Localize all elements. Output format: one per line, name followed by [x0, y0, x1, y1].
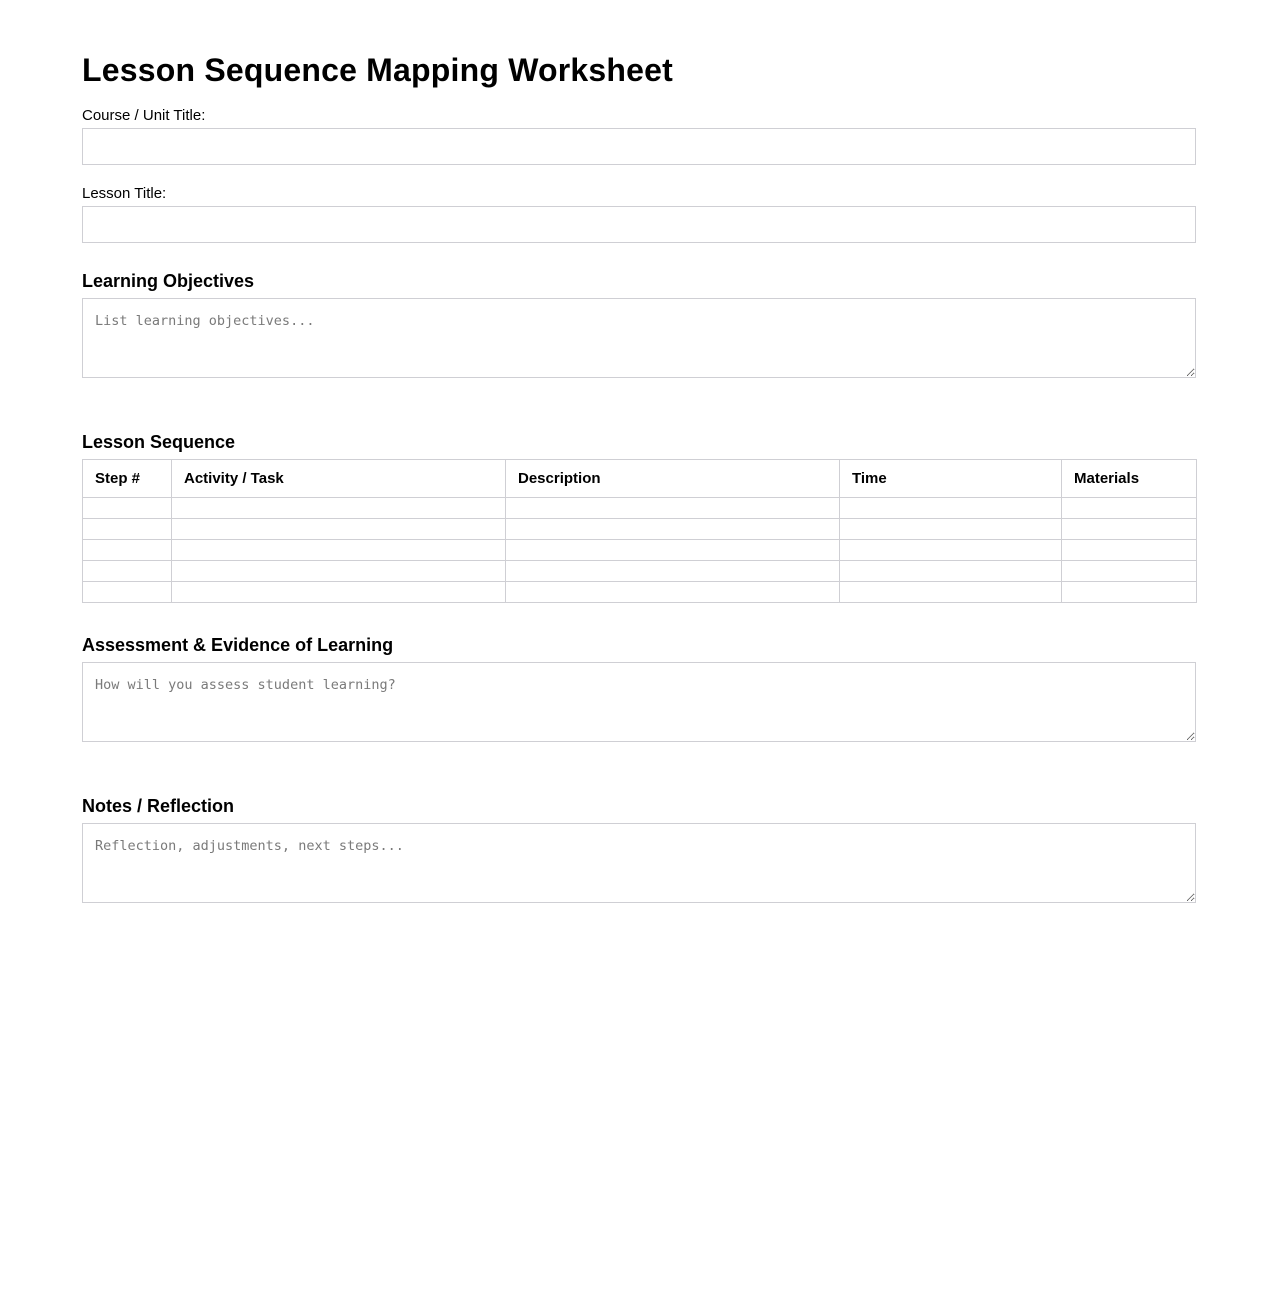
cell-input[interactable] — [852, 541, 1049, 560]
learning-objectives-heading: Learning Objectives — [82, 271, 255, 291]
cell-materials[interactable] — [1062, 540, 1197, 561]
cell-time[interactable] — [840, 582, 1062, 603]
table-row — [83, 561, 1197, 582]
column-header-time: Time — [840, 460, 1062, 498]
learning-objectives-textarea[interactable] — [82, 298, 1196, 378]
cell-input[interactable] — [95, 499, 159, 518]
cell-time[interactable] — [840, 519, 1062, 540]
table-row — [83, 519, 1197, 540]
cell-description[interactable] — [506, 519, 840, 540]
cell-input[interactable] — [95, 562, 159, 581]
cell-input[interactable] — [1074, 541, 1184, 560]
cell-step[interactable] — [83, 561, 172, 582]
lesson-title-label: Lesson Title: — [82, 185, 167, 202]
cell-description[interactable] — [506, 498, 840, 519]
table-row — [83, 498, 1197, 519]
cell-input[interactable] — [518, 520, 827, 539]
cell-activity[interactable] — [172, 582, 506, 603]
lesson-sequence-heading: Lesson Sequence — [82, 432, 236, 452]
cell-input[interactable] — [184, 562, 493, 581]
cell-input[interactable] — [1074, 562, 1184, 581]
cell-input[interactable] — [518, 562, 827, 581]
cell-input[interactable] — [852, 583, 1049, 602]
cell-input[interactable] — [184, 541, 493, 560]
page-title: Lesson Sequence Mapping Worksheet — [82, 52, 674, 88]
table-row — [83, 582, 1197, 603]
cell-description[interactable] — [506, 540, 840, 561]
cell-input[interactable] — [518, 541, 827, 560]
cell-input[interactable] — [184, 499, 493, 518]
notes-reflection-textarea[interactable] — [82, 823, 1196, 903]
cell-input[interactable] — [852, 520, 1049, 539]
cell-step[interactable] — [83, 519, 172, 540]
cell-input[interactable] — [95, 520, 159, 539]
cell-time[interactable] — [840, 498, 1062, 519]
cell-time[interactable] — [840, 561, 1062, 582]
cell-step[interactable] — [83, 582, 172, 603]
course-unit-title-label: Course / Unit Title: — [82, 107, 206, 124]
cell-input[interactable] — [518, 583, 827, 602]
cell-description[interactable] — [506, 582, 840, 603]
cell-activity[interactable] — [172, 540, 506, 561]
cell-input[interactable] — [518, 499, 827, 518]
course-unit-title-input[interactable] — [82, 128, 1196, 165]
cell-materials[interactable] — [1062, 519, 1197, 540]
assessment-textarea[interactable] — [82, 662, 1196, 742]
lesson-title-input[interactable] — [82, 206, 1196, 243]
column-header-materials: Materials — [1062, 460, 1197, 498]
cell-materials[interactable] — [1062, 582, 1197, 603]
cell-input[interactable] — [184, 520, 493, 539]
column-header-description: Description — [506, 460, 840, 498]
assessment-heading: Assessment & Evidence of Learning — [82, 635, 394, 655]
cell-time[interactable] — [840, 540, 1062, 561]
cell-activity[interactable] — [172, 561, 506, 582]
cell-description[interactable] — [506, 561, 840, 582]
cell-activity[interactable] — [172, 498, 506, 519]
table-row — [83, 540, 1197, 561]
cell-step[interactable] — [83, 498, 172, 519]
cell-materials[interactable] — [1062, 561, 1197, 582]
column-header-activity: Activity / Task — [172, 460, 506, 498]
cell-input[interactable] — [1074, 583, 1184, 602]
cell-activity[interactable] — [172, 519, 506, 540]
lesson-sequence-table — [82, 459, 1197, 603]
cell-input[interactable] — [184, 583, 493, 602]
cell-materials[interactable] — [1062, 498, 1197, 519]
cell-step[interactable] — [83, 540, 172, 561]
cell-input[interactable] — [852, 562, 1049, 581]
cell-input[interactable] — [95, 541, 159, 560]
cell-input[interactable] — [95, 583, 159, 602]
cell-input[interactable] — [852, 499, 1049, 518]
table-header-row — [83, 460, 1197, 498]
column-header-step: Step # — [83, 460, 172, 498]
cell-input[interactable] — [1074, 499, 1184, 518]
cell-input[interactable] — [1074, 520, 1184, 539]
notes-reflection-heading: Notes / Reflection — [82, 796, 235, 816]
